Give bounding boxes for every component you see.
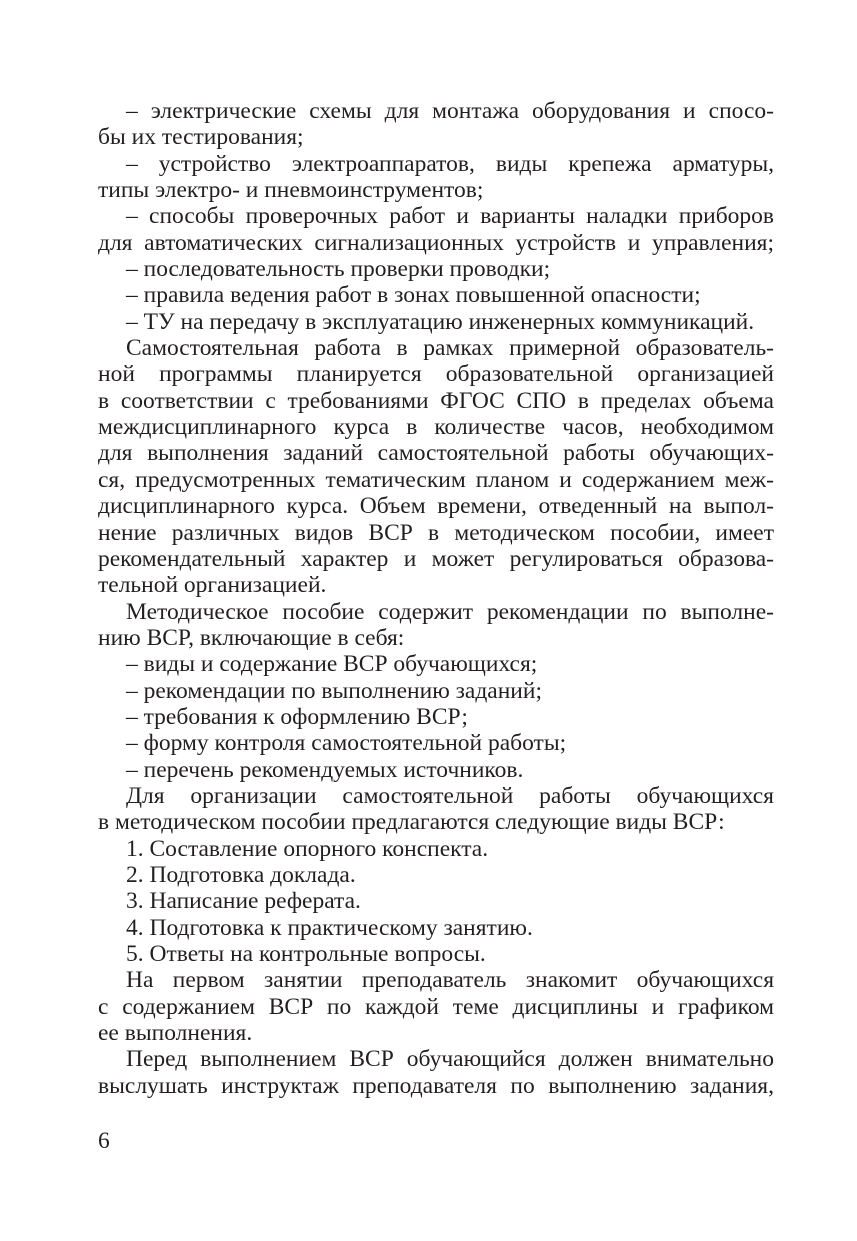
text-line: 1. Составление опорного конспекта.: [126, 835, 489, 862]
text-line: – рекомендации по выполнению заданий;: [126, 677, 542, 704]
text-line: дисциплинарного курса. Объем времени, отведенный на выпол-: [98, 493, 774, 520]
text-line: – электрические схемы для монтажа оборудования и спосо-: [126, 98, 774, 124]
text-line: типы электро- и пневмоинструментов;: [98, 177, 484, 204]
text-line: На первом занятии преподаватель знакомит обучающихся: [126, 967, 774, 994]
text-line: Самостоятельная работа в рамках примерной образователь-: [126, 335, 774, 362]
text-line: Для организации самостоятельной работы обучающихся: [126, 782, 774, 809]
text-line: – перечень рекомендуемых источников.: [126, 756, 524, 783]
text-line: выслушать инструктаж преподавателя по выполнению задания,: [98, 1072, 774, 1099]
text-line: для выполнения заданий самостоятельной работы обучающих-: [98, 440, 774, 467]
page-body: [98, 98, 774, 1099]
text-line: – ТУ на передачу в эксплуатацию инженерных коммуникаций.: [126, 308, 755, 335]
text-line: ной программы планируется образовательной организацией: [98, 361, 774, 388]
text-line: – последовательность проверки проводки;: [126, 256, 551, 283]
text-line: ся, предусмотренных тематическим планом и содержанием меж-: [98, 466, 774, 493]
text-line: для автоматических сигнализационных устройств и управления;: [98, 229, 774, 256]
text-line: – устройство электроаппаратов, виды крепежа арматуры,: [126, 150, 774, 177]
text-line: 5. Ответы на контрольные вопросы.: [126, 941, 486, 967]
text-line: – правила ведения работ в зонах повышенной опасности;: [126, 282, 701, 309]
text-line: в методическом пособии предлагаются следующие виды ВСР:: [98, 809, 725, 836]
text-line: бы их тестирования;: [98, 124, 304, 151]
text-line: ее выполнения.: [98, 1020, 253, 1047]
page-number: 6: [98, 1128, 110, 1154]
text-line: с содержанием ВСР по каждой теме дисциплины и графиком: [98, 993, 774, 1020]
text-line: нию ВСР, включающие в себя:: [98, 624, 405, 651]
text-line: в соответствии с требованиями ФГОС СПО в пределах объема: [98, 387, 774, 414]
text-line: Методическое пособие содержит рекомендации по выполне-: [126, 598, 774, 625]
text-line: нение различных видов ВСР в методическом пособии, имеет: [98, 519, 774, 546]
text-line: Перед выполнением ВСР обучающийся должен внимательно: [126, 1046, 774, 1073]
text-line: тельной организацией.: [98, 572, 327, 599]
text-line: 2. Подготовка доклада.: [126, 861, 356, 888]
text-line: – требования к оформлению ВСР;: [126, 703, 468, 730]
text-line: – способы проверочных работ и варианты наладки приборов: [126, 203, 774, 230]
text-line: 3. Написание реферата.: [126, 888, 361, 915]
text-line: – виды и содержание ВСР обучающихся;: [126, 651, 538, 678]
text-line: междисциплинарного курса в количестве часов, необходимом: [98, 414, 774, 441]
text-line: – форму контроля самостоятельной работы;: [126, 730, 567, 757]
text-line: рекомендательный характер и может регулироваться образова-: [98, 545, 774, 572]
text-line: 4. Подготовка к практическому занятию.: [126, 914, 533, 941]
